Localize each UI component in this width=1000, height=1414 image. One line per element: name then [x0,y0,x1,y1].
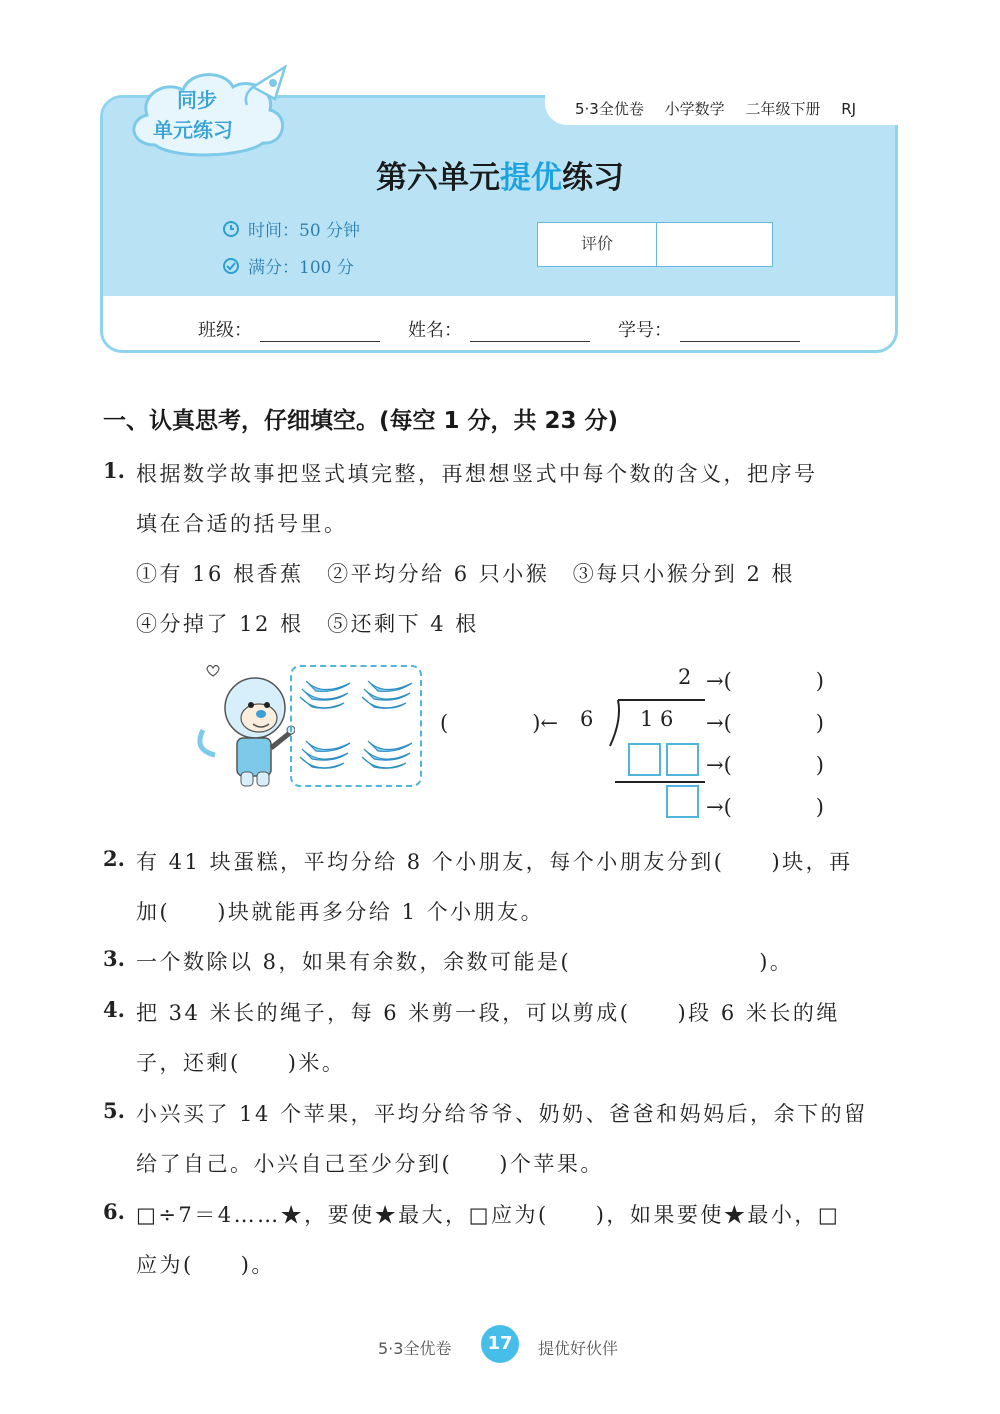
evaluation-label: 评价 [538,223,657,266]
question-text: 根据数学故事把竖式填完整，再想想竖式中每个数的含义，把序号 [136,462,818,486]
id-input-line[interactable] [680,323,800,342]
answer-box[interactable] [666,785,699,818]
question-number: 4. [103,997,125,1022]
banana-icon [292,667,420,785]
id-label: 学号： [618,320,672,341]
question-text: 把 34 米长的绳子，每 6 米剪一段，可以剪成( )段 6 米长的绳 [136,1001,840,1025]
evaluation-field[interactable] [657,223,772,266]
badge-cloud-icon [125,65,300,160]
question-text: 小兴买了 14 个苹果，平均分给爷爷、奶奶、爸爸和妈妈后，余下的留 [136,1102,868,1126]
grade: 二年级下册 [745,100,821,118]
divisor: 6 [580,707,594,731]
answer-paren-left[interactable]: ( )← [440,711,558,735]
class-label: 班级： [198,320,252,341]
page-title [0,152,1000,197]
question-option: ④分掉了 12 根 ⑤还剩下 4 根 [136,612,479,636]
id-field [618,316,800,342]
answer-box[interactable] [666,743,699,776]
score-text: 满分：100 分 [248,258,354,278]
question-text: 加( )块就能再多分给 1 个小朋友。 [136,900,545,924]
series-name: 5·3全优卷 [575,100,644,118]
title-post: 练习 [562,160,624,196]
footer-series: 5·3全优卷 [378,1339,452,1358]
time-text: 时间：50 分钟 [248,221,361,241]
banana-box [290,665,422,787]
quotient: 2 [678,665,692,689]
name-input-line[interactable] [470,323,590,342]
question-text: 给了自己。小兴自己至少分到( )个苹果。 [136,1152,604,1176]
question-text: 填在合适的括号里。 [136,512,348,536]
question-number: 6. [103,1199,125,1224]
title-pre: 第六单元 [376,160,500,196]
answer-box[interactable] [628,743,661,776]
question-text: 一个数除以 8，如果有余数，余数可能是( )。 [136,950,794,974]
subject: 小学数学 [664,100,725,118]
question-text: 有 41 块蛋糕，平均分给 8 个小朋友，每个小朋友分到( )块，再 [136,850,853,874]
name-field [408,316,590,342]
answer-paren-right[interactable]: →( ) [706,711,824,735]
page-number: 17 [481,1325,519,1363]
question-number: 5. [103,1098,125,1123]
class-input-line[interactable] [260,323,380,342]
edition: RJ [841,100,857,118]
section-title: 一、认真思考，仔细填空。(每空 1 分，共 23 分) [103,408,619,434]
class-field [198,316,380,342]
answer-paren-right[interactable]: →( ) [706,795,824,819]
question-number: 3. [103,946,125,971]
time-row [222,216,360,241]
title-highlight: 提优 [500,160,562,196]
monkey-illustration [195,660,295,792]
evaluation-box [537,222,773,267]
question-text: 应为( )。 [136,1253,275,1277]
question-number: 2. [103,846,125,871]
score-row [222,253,354,278]
series-line [575,98,856,119]
answer-paren-right[interactable]: →( ) [706,753,824,777]
footer-slogan: 提优好伙伴 [538,1339,619,1358]
badge-line1: 同步 [177,88,217,112]
badge-line2: 单元练习 [153,118,233,142]
clock-icon [222,220,240,238]
answer-paren-right[interactable]: →( ) [706,669,824,693]
question-text: □÷7＝4……★，要使★最大，□应为( )，如果要使★最小，□ [136,1203,841,1227]
question-option: ①有 16 根香蕉 ②平均分给 6 只小猴 ③每只小猴分到 2 根 [136,562,795,586]
question-number: 1. [103,458,125,483]
question-text: 子，还剩( )米。 [136,1051,346,1075]
check-circle-icon [222,257,240,275]
dividend: 1 6 [640,707,674,731]
name-label: 姓名： [408,320,462,341]
